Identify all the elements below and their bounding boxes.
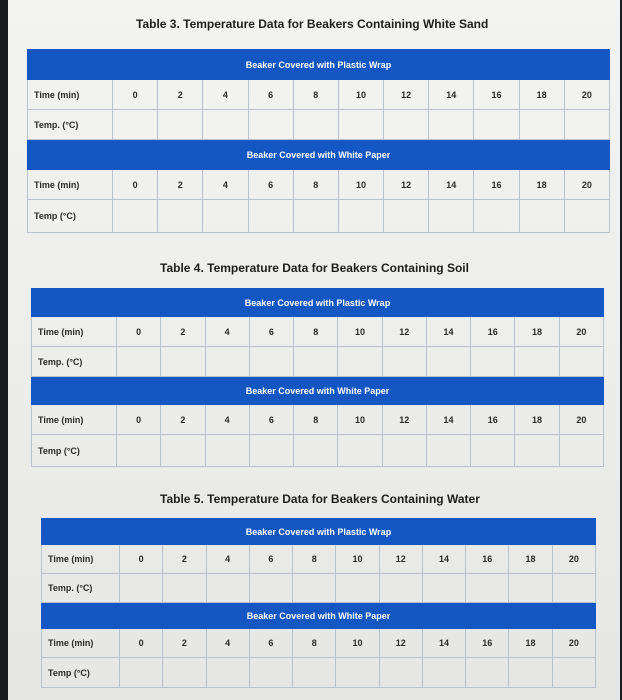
temp-input-cell[interactable]	[113, 200, 158, 233]
temp-input-cell[interactable]	[379, 658, 422, 688]
temp-input-cell[interactable]	[293, 200, 338, 233]
time-cell: 12	[382, 405, 426, 435]
time-cell: 6	[248, 80, 293, 110]
time-cell: 16	[474, 170, 519, 200]
time-cell: 14	[422, 545, 465, 574]
temp-input-cell[interactable]	[564, 200, 609, 233]
time-cell: 10	[336, 629, 379, 658]
temp-input-cell[interactable]	[294, 435, 338, 467]
time-cell: 10	[338, 170, 383, 200]
time-cell: 6	[248, 170, 293, 200]
time-cell: 20	[564, 80, 609, 110]
temp-input-cell[interactable]	[471, 347, 515, 377]
temp-input-cell[interactable]	[384, 200, 429, 233]
temp-input-cell[interactable]	[163, 658, 206, 688]
time-cell: 8	[294, 317, 338, 347]
temp-input-cell[interactable]	[559, 435, 603, 467]
time-cell: 4	[203, 80, 248, 110]
time-cell: 0	[117, 405, 161, 435]
time-label: Time (min)	[42, 629, 120, 658]
table-4-soil	[31, 288, 604, 467]
temp-input-cell[interactable]	[338, 110, 383, 140]
time-cell: 8	[293, 80, 338, 110]
temp-input-cell[interactable]	[158, 200, 203, 233]
time-row	[42, 545, 596, 574]
temp-input-cell[interactable]	[203, 110, 248, 140]
temp-input-cell[interactable]	[293, 110, 338, 140]
temp-label: Temp. (°C)	[42, 574, 120, 603]
temp-input-cell[interactable]	[203, 200, 248, 233]
time-row	[32, 317, 604, 347]
temp-input-cell[interactable]	[519, 200, 564, 233]
temp-input-cell[interactable]	[515, 347, 559, 377]
table-3-caption: Table 3. Temperature Data for Beakers Containing White Sand	[136, 17, 489, 31]
time-cell: 16	[466, 629, 509, 658]
time-row	[28, 80, 610, 110]
time-label: Time (min)	[28, 170, 113, 200]
temp-input-cell[interactable]	[426, 347, 470, 377]
temp-input-cell[interactable]	[336, 658, 379, 688]
time-label: Time (min)	[28, 80, 113, 110]
time-cell: 18	[519, 170, 564, 200]
time-cell: 12	[384, 170, 429, 200]
time-cell: 20	[559, 405, 603, 435]
temp-input-cell[interactable]	[384, 110, 429, 140]
time-cell: 2	[161, 405, 205, 435]
temp-input-cell[interactable]	[379, 574, 422, 603]
temp-input-cell[interactable]	[466, 574, 509, 603]
time-cell: 14	[426, 317, 470, 347]
section-header-row	[42, 519, 596, 545]
temp-row	[28, 110, 610, 140]
temp-input-cell[interactable]	[515, 435, 559, 467]
section-header: Beaker Covered with White Paper	[28, 140, 610, 170]
time-cell: 2	[161, 317, 205, 347]
temp-input-cell[interactable]	[338, 347, 382, 377]
temp-input-cell[interactable]	[338, 435, 382, 467]
temp-input-cell[interactable]	[429, 110, 474, 140]
time-cell: 8	[293, 545, 336, 574]
temp-input-cell[interactable]	[559, 347, 603, 377]
time-cell: 20	[564, 170, 609, 200]
time-cell: 8	[293, 629, 336, 658]
temp-input-cell[interactable]	[338, 200, 383, 233]
time-cell: 2	[158, 80, 203, 110]
table-4-caption: Table 4. Temperature Data for Beakers Containing Soil	[160, 261, 469, 275]
time-label: Time (min)	[32, 405, 117, 435]
time-cell: 8	[294, 405, 338, 435]
section-header-row	[32, 377, 604, 405]
time-cell: 2	[158, 170, 203, 200]
temp-input-cell[interactable]	[248, 110, 293, 140]
worksheet-page	[8, 0, 620, 700]
temp-input-cell[interactable]	[426, 435, 470, 467]
temp-row	[32, 435, 604, 467]
temp-input-cell[interactable]	[117, 435, 161, 467]
time-cell: 20	[559, 317, 603, 347]
temp-input-cell[interactable]	[293, 658, 336, 688]
temp-input-cell[interactable]	[158, 110, 203, 140]
time-cell: 16	[466, 545, 509, 574]
temp-input-cell[interactable]	[249, 347, 293, 377]
temp-input-cell[interactable]	[422, 574, 465, 603]
temp-label: Temp (°C)	[32, 435, 117, 467]
temp-label: Temp. (°C)	[28, 110, 113, 140]
time-cell: 0	[113, 170, 158, 200]
time-label: Time (min)	[42, 545, 120, 574]
time-cell: 18	[515, 405, 559, 435]
time-cell: 10	[336, 545, 379, 574]
time-cell: 2	[163, 545, 206, 574]
time-row	[42, 629, 596, 658]
temp-input-cell[interactable]	[205, 435, 249, 467]
time-cell: 12	[379, 545, 422, 574]
temp-input-cell[interactable]	[161, 347, 205, 377]
temp-input-cell[interactable]	[206, 658, 249, 688]
time-cell: 14	[429, 80, 474, 110]
time-cell: 0	[120, 545, 163, 574]
time-cell: 10	[338, 317, 382, 347]
temp-label: Temp (°C)	[42, 658, 120, 688]
temp-input-cell[interactable]	[294, 347, 338, 377]
temp-row	[42, 574, 596, 603]
temp-input-cell[interactable]	[249, 658, 292, 688]
table-5-caption: Table 5. Temperature Data for Beakers Containing Water	[160, 492, 480, 506]
temp-input-cell[interactable]	[248, 200, 293, 233]
temp-input-cell[interactable]	[422, 658, 465, 688]
time-cell: 16	[471, 317, 515, 347]
temp-input-cell[interactable]	[552, 658, 595, 688]
time-cell: 0	[113, 80, 158, 110]
time-cell: 4	[206, 545, 249, 574]
time-label: Time (min)	[32, 317, 117, 347]
temp-row	[42, 658, 596, 688]
time-cell: 6	[249, 629, 292, 658]
time-cell: 18	[509, 545, 552, 574]
time-cell: 20	[552, 545, 595, 574]
temp-input-cell[interactable]	[336, 574, 379, 603]
table-5-water	[41, 518, 596, 688]
section-header: Beaker Covered with Plastic Wrap	[42, 519, 596, 545]
temp-input-cell[interactable]	[509, 658, 552, 688]
temp-input-cell[interactable]	[161, 435, 205, 467]
temp-input-cell[interactable]	[564, 110, 609, 140]
temp-input-cell[interactable]	[429, 200, 474, 233]
temp-input-cell[interactable]	[466, 658, 509, 688]
time-row	[32, 405, 604, 435]
time-cell: 18	[515, 317, 559, 347]
time-cell: 6	[249, 317, 293, 347]
time-cell: 4	[206, 629, 249, 658]
section-header-row	[42, 603, 596, 629]
temp-input-cell[interactable]	[474, 200, 519, 233]
time-cell: 12	[379, 629, 422, 658]
temp-input-cell[interactable]	[163, 574, 206, 603]
temp-input-cell[interactable]	[113, 110, 158, 140]
section-header: Beaker Covered with Plastic Wrap	[28, 50, 610, 80]
temp-input-cell[interactable]	[249, 435, 293, 467]
time-cell: 4	[205, 405, 249, 435]
table-3-white-sand	[27, 49, 610, 233]
temp-input-cell[interactable]	[509, 574, 552, 603]
temp-label: Temp. (°C)	[32, 347, 117, 377]
time-cell: 0	[117, 317, 161, 347]
temp-input-cell[interactable]	[205, 347, 249, 377]
time-cell: 18	[509, 629, 552, 658]
time-cell: 8	[293, 170, 338, 200]
section-header: Beaker Covered with Plastic Wrap	[32, 289, 604, 317]
temp-input-cell[interactable]	[382, 347, 426, 377]
time-cell: 6	[249, 405, 293, 435]
time-cell: 2	[163, 629, 206, 658]
section-header: Beaker Covered with White Paper	[42, 603, 596, 629]
time-cell: 18	[519, 80, 564, 110]
temp-input-cell[interactable]	[382, 435, 426, 467]
time-cell: 20	[552, 629, 595, 658]
temp-input-cell[interactable]	[471, 435, 515, 467]
section-header: Beaker Covered with White Paper	[32, 377, 604, 405]
time-cell: 0	[120, 629, 163, 658]
section-header-row	[28, 50, 610, 80]
time-cell: 4	[203, 170, 248, 200]
time-cell: 14	[422, 629, 465, 658]
temp-input-cell[interactable]	[206, 574, 249, 603]
time-cell: 12	[384, 80, 429, 110]
time-cell: 6	[249, 545, 292, 574]
temp-input-cell[interactable]	[117, 347, 161, 377]
time-cell: 14	[429, 170, 474, 200]
section-header-row	[32, 289, 604, 317]
temp-label: Temp (°C)	[28, 200, 113, 233]
time-cell: 16	[471, 405, 515, 435]
time-row	[28, 170, 610, 200]
time-cell: 12	[382, 317, 426, 347]
temp-input-cell[interactable]	[249, 574, 292, 603]
temp-row	[32, 347, 604, 377]
time-cell: 10	[338, 405, 382, 435]
temp-input-cell[interactable]	[293, 574, 336, 603]
temp-input-cell[interactable]	[552, 574, 595, 603]
temp-input-cell[interactable]	[120, 574, 163, 603]
time-cell: 4	[205, 317, 249, 347]
time-cell: 14	[426, 405, 470, 435]
temp-input-cell[interactable]	[120, 658, 163, 688]
time-cell: 16	[474, 80, 519, 110]
temp-row	[28, 200, 610, 233]
temp-input-cell[interactable]	[474, 110, 519, 140]
time-cell: 10	[338, 80, 383, 110]
temp-input-cell[interactable]	[519, 110, 564, 140]
section-header-row	[28, 140, 610, 170]
